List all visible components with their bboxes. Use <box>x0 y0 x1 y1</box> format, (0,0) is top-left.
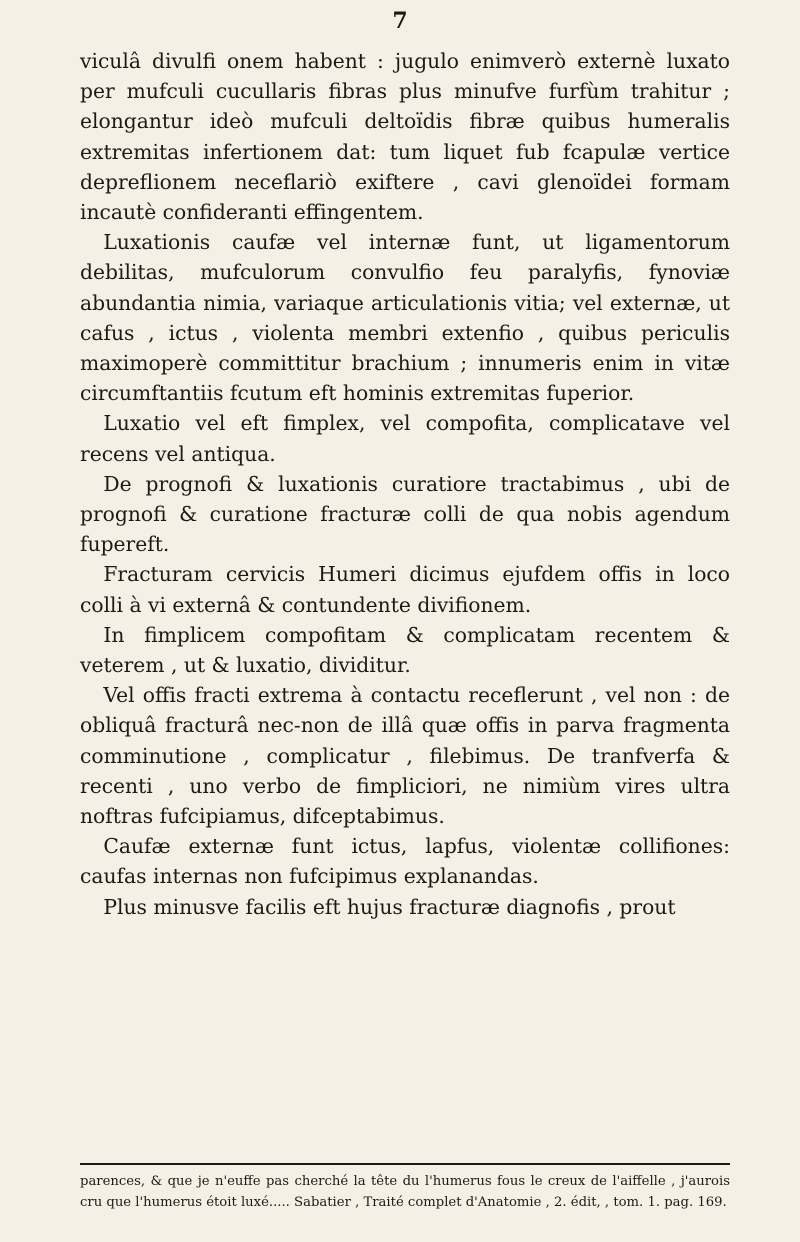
page-number: 7 <box>392 8 408 34</box>
footnote-rule <box>80 1163 730 1165</box>
paragraph-1: viculâ divulfi onem habent : jugulo enimverò externè luxato per mufculi cucullaris fibras plus minufve furfùm trahitur ; elongantur ideò mufculi deltoïdis fibræ quibus humeralis extremitas infertionem dat: tum liquet fub fcapulæ vertice depreflionem neceflariò exiftere , cavi glenoïdei formam incautè confideranti effingentem. <box>80 49 730 225</box>
paragraph-9: Plus minusve facilis eft hujus fracturæ diagnofis , prout <box>103 894 676 919</box>
paragraph-6: In fimplicem compofitam & complicatam recentem & veterem , ut & luxatio, dividitur. <box>80 622 730 678</box>
footnote-text: parences, & que je n'euffe pas cherché la tête du l'humerus fous le creux de l'aiffelle , j'aurois cru que l'humerus étoit luxé..... Sabatier , Traité complet d'Anatomie , 2. édit, , tom. 1. pag. 169. <box>80 1174 730 1210</box>
main-text <box>80 46 730 922</box>
paragraph-2: Luxationis caufæ vel internæ funt, ut ligamentorum debilitas, mufculorum convulfio feu paralyfis, fynoviæ abundantia nimia, variaque articulationis vitia; vel externæ, ut cafus , ictus , violenta membri extenfio , quibus periculis maximoperè committitur brachium ; innumeris enim in vitæ circumftantiis fcutum eft hominis extremitas fuperior. <box>80 230 730 406</box>
paragraph-7: Vel offis fracti extrema à contactu receflerunt , vel non : de obliquâ fracturâ nec-non de illâ quæ offis in parva fragmenta comminutione , complicatur , filebimus. De tranfverfa & recenti , uno verbo de fimpliciori, ne nimiùm vires ultra noftras fufcipiamus, difceptabimus. <box>80 683 730 829</box>
paragraph-5: Fracturam cervicis Humeri dicimus ejufdem offis in loco colli à vi externâ & contundente divifionem. <box>80 562 730 617</box>
footnote <box>80 1171 730 1213</box>
paragraph-8: Caufæ externæ funt ictus, lapfus, violentæ collifiones: caufas internas non fufcipimus explanandas. <box>80 834 730 889</box>
paragraph-3: Luxatio vel eft fimplex, vel compofita, complicatave vel recens vel antiqua. <box>80 411 730 466</box>
paragraph-4: De prognofi & luxationis curatiore tractabimus , ubi de prognofi & curatione fracturæ colli de qua nobis agendum fupereft. <box>80 471 730 557</box>
